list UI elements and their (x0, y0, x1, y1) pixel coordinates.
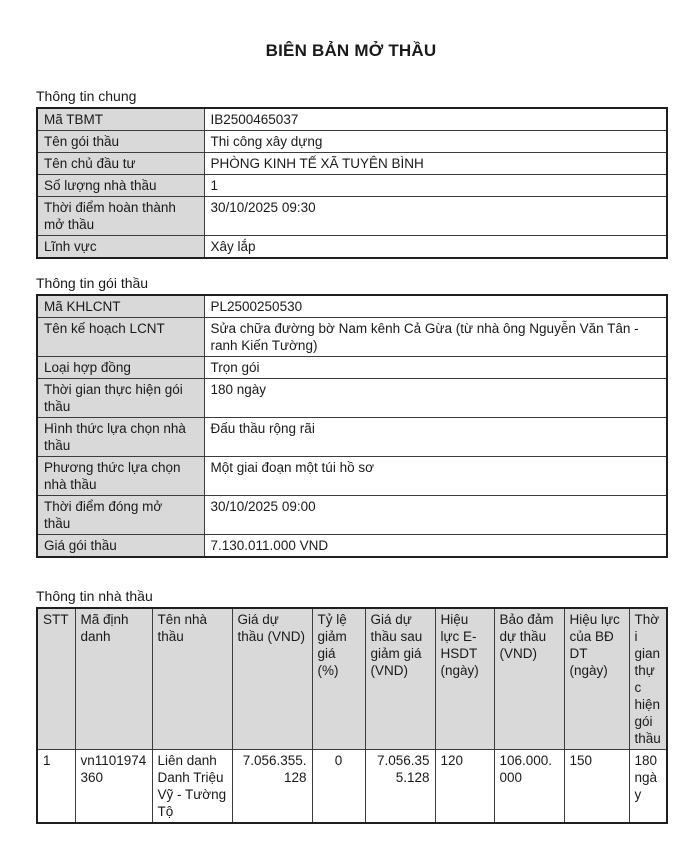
table-row (37, 535, 667, 558)
cell-security-validity: 150 (564, 750, 629, 824)
general-info-table (36, 107, 668, 259)
table-row (37, 418, 667, 457)
column-header: Tên nhà thầu (152, 608, 232, 750)
column-header: Thời gian thực hiện gói thầu (629, 608, 667, 750)
table-row (37, 175, 667, 197)
field-label: Tên kế hoạch LCNT (37, 318, 204, 357)
field-value: Trọn gói (204, 357, 667, 379)
contractors-header-row (37, 608, 667, 750)
field-label: Giá gói thầu (37, 535, 204, 558)
field-label: Phương thức lựa chọn nhà thầu (37, 457, 204, 496)
table-row (37, 496, 667, 535)
table-row (37, 379, 667, 418)
column-header: Giá dự thầu (VND) (232, 608, 312, 750)
field-value: Thi công xây dựng (204, 131, 667, 153)
field-label: Hình thức lựa chọn nhà thầu (37, 418, 204, 457)
field-label: Mã TBMT (37, 108, 204, 131)
section-heading-package: Thông tin gói thầu (36, 275, 149, 291)
cell-ehsdt-validity: 120 (435, 750, 494, 824)
column-header: Bảo đảm dự thầu (VND) (494, 608, 564, 750)
table-row (37, 108, 667, 131)
cell-bid-price: 7.056.355.128 (232, 750, 312, 824)
cell-bid-price-after-discount: 7.056.355.128 (365, 750, 435, 824)
cell-contractor-name: Liên danh Danh Triệu Vỹ - Tường Tộ (152, 750, 232, 824)
column-header: Hiệu lực E-HSDT (ngày) (435, 608, 494, 750)
package-info-table (36, 294, 668, 558)
cell-duration: 180 ngày (629, 750, 667, 824)
cell-contractor-id: vn1101974360 (75, 750, 152, 824)
table-row (37, 153, 667, 175)
field-value: Một giai đoạn một túi hồ sơ (204, 457, 667, 496)
field-value: 7.130.011.000 VND (204, 535, 667, 558)
field-value: Xây lắp (204, 236, 667, 259)
field-value: 180 ngày (204, 379, 667, 418)
field-label: Thời gian thực hiện gói thầu (37, 379, 204, 418)
field-value: 1 (204, 175, 667, 197)
contractor-row (37, 750, 667, 824)
field-value: Sửa chữa đường bờ Nam kênh Cả Gừa (từ nhà ông Nguyễn Văn Tân - ranh Kiến Tường) (204, 318, 667, 357)
table-row (37, 318, 667, 357)
section-heading-contractors: Thông tin nhà thầu (36, 588, 153, 604)
field-value: PHÒNG KINH TẾ XÃ TUYÊN BÌNH (204, 153, 667, 175)
table-row (37, 457, 667, 496)
table-row (37, 295, 667, 318)
field-label: Tên chủ đầu tư (37, 153, 204, 175)
field-label: Thời điểm đóng mở thầu (37, 496, 204, 535)
section-heading-general: Thông tin chung (36, 88, 137, 104)
table-row (37, 236, 667, 259)
contractors-table (36, 607, 668, 824)
column-header: Hiệu lực của BĐ DT (ngày) (564, 608, 629, 750)
cell-bid-security: 106.000.000 (494, 750, 564, 824)
field-value: IB2500465037 (204, 108, 667, 131)
page-title: BIÊN BẢN MỞ THẦU (265, 41, 437, 60)
field-value: Đấu thầu rộng rãi (204, 418, 667, 457)
table-row (37, 357, 667, 379)
cell-discount-rate: 0 (312, 750, 365, 824)
field-label: Mã KHLCNT (37, 295, 204, 318)
column-header: Mã định danh (75, 608, 152, 750)
field-value: 30/10/2025 09:30 (204, 197, 667, 236)
field-value: PL2500250530 (204, 295, 667, 318)
field-label: Lĩnh vực (37, 236, 204, 259)
column-header: Tỷ lệ giảm giá (%) (312, 608, 365, 750)
column-header: STT (37, 608, 75, 750)
field-label: Số lượng nhà thầu (37, 175, 204, 197)
table-row (37, 131, 667, 153)
table-row (37, 197, 667, 236)
bid-opening-document (0, 42, 694, 824)
field-label: Thời điểm hoàn thành mở thầu (37, 197, 204, 236)
field-label: Loại hợp đồng (37, 357, 204, 379)
column-header: Giá dự thầu sau giảm giá (VND) (365, 608, 435, 750)
field-value: 30/10/2025 09:00 (204, 496, 667, 535)
cell-stt: 1 (37, 750, 75, 824)
field-label: Tên gói thầu (37, 131, 204, 153)
